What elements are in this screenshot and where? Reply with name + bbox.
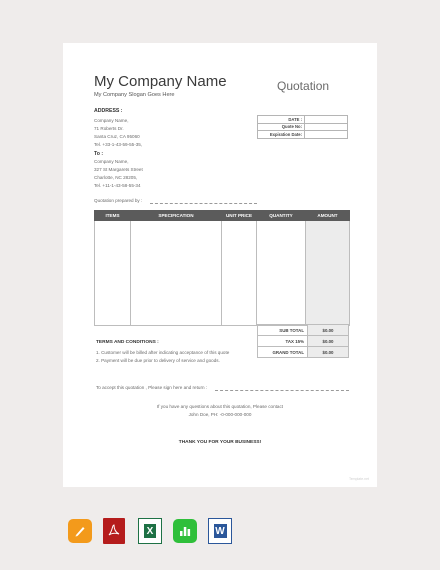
expiration-field[interactable] — [305, 131, 348, 139]
terms-title: TERMS AND CONDITIONS : — [96, 340, 159, 345]
excel-glyph: X — [144, 524, 156, 538]
document-title: Quotation — [277, 79, 330, 93]
address-line: Santa Cruz, CA 95060 — [94, 134, 140, 139]
subtotal-value: $0.00 — [308, 325, 349, 336]
thank-you-text: THANK YOU FOR YOUR BUSINESS! — [178, 440, 262, 445]
prepared-by-label: Quotation prepared by : — [94, 198, 143, 203]
prepared-by-line[interactable] — [150, 203, 257, 204]
terms-item: 2. Payment will be due prior to delivery of service and goods. — [96, 358, 220, 363]
date-row — [258, 116, 348, 124]
tax-value: $0.00 — [308, 336, 349, 347]
address-line: Company Name, — [94, 118, 129, 123]
word-glyph: W — [215, 525, 225, 537]
items-body-row — [95, 221, 350, 326]
totals-table — [257, 324, 349, 358]
column-header-unit-price: UNIT PRICE — [222, 211, 257, 221]
recipient-line: Company Name, — [94, 159, 129, 164]
contact-text: If you have any questions about this quotation, Please contact — [156, 404, 284, 409]
date-label: DATE : — [258, 116, 305, 124]
signature-line[interactable] — [215, 390, 349, 391]
tax-label: TAX 15% — [258, 336, 308, 347]
quote-info-table — [257, 115, 348, 139]
items-table — [94, 210, 350, 326]
date-field[interactable] — [305, 116, 348, 124]
terms-item: 1. Customer will be billed after indicating acceptance of this quote — [96, 350, 230, 355]
to-label: To : — [94, 151, 104, 157]
column-header-specification: SPECIFICATION — [131, 211, 222, 221]
address-block — [94, 108, 142, 149]
watermark: Template.net — [348, 477, 369, 481]
address-label: ADDRESS : — [94, 108, 123, 114]
numbers-icon[interactable] — [173, 519, 197, 543]
company-name: My Company Name — [94, 73, 227, 90]
grand-total-label: GRAND TOTAL — [258, 347, 308, 358]
address-line: Tel. +33-1-43-59-55-35, — [94, 142, 143, 147]
quote-no-field[interactable] — [305, 123, 348, 131]
specification-cell[interactable] — [131, 221, 222, 326]
quote-no-label: Quote No: — [258, 123, 305, 131]
unit-price-cell[interactable] — [222, 221, 257, 326]
grand-total-row — [258, 347, 349, 358]
tax-row — [258, 336, 349, 347]
address-line: 71 Roberts Dr. — [94, 126, 124, 131]
company-slogan: My Company Slogan Goes Here — [94, 92, 175, 98]
expiration-row — [258, 131, 348, 139]
terms-list — [96, 349, 229, 365]
excel-icon[interactable] — [138, 518, 162, 544]
accept-text: To accept this quotation , Please sign here and return : — [96, 385, 208, 390]
subtotal-row — [258, 325, 349, 336]
items-header-row — [95, 211, 350, 221]
recipient-line: Tel. +11-1-43-58-55-34 — [94, 183, 141, 188]
pdf-icon[interactable] — [103, 518, 125, 544]
column-header-items: ITEMS — [95, 211, 131, 221]
items-cell[interactable] — [95, 221, 131, 326]
grand-total-value: $0.00 — [308, 347, 349, 358]
recipient-block — [94, 151, 143, 190]
quantity-cell[interactable] — [257, 221, 306, 326]
recipient-line: 327 St Margarets Street — [94, 167, 143, 172]
word-icon[interactable] — [208, 518, 232, 544]
column-header-quantity: QUANTITY — [257, 211, 306, 221]
contact-person: John Doe, PH: -0-000-000-000 — [188, 412, 252, 417]
pages-icon[interactable] — [68, 519, 92, 543]
expiration-label: Expiration Date: — [258, 131, 305, 139]
amount-cell[interactable] — [306, 221, 350, 326]
quote-no-row — [258, 123, 348, 131]
column-header-amount: AMOUNT — [306, 211, 350, 221]
subtotal-label: SUB TOTAL — [258, 325, 308, 336]
recipient-line: Charlotte, NC 28205, — [94, 175, 138, 180]
quotation-page — [63, 43, 377, 487]
